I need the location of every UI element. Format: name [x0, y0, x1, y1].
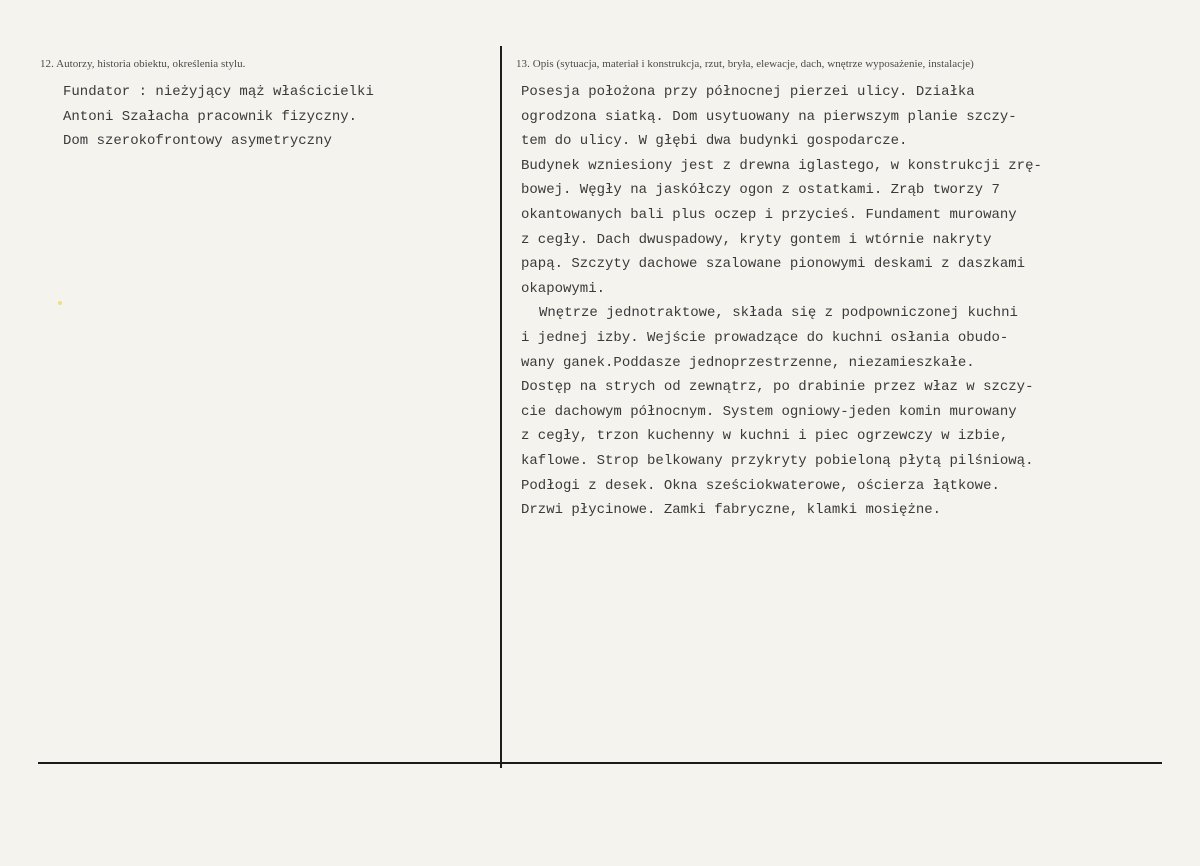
section-13-line: wany ganek.Poddasze jednoprzestrzenne, niezamieszkałe.	[521, 354, 975, 371]
section-13-line: Posesja położona przy północnej pierzei ulicy. Działka	[521, 84, 975, 100]
section-12-line: Antoni Szałacha pracownik fizyczny.	[63, 108, 358, 125]
section-13-line: Podłogi z desek. Okna sześciokwaterowe, ościerza łątkowe.	[521, 477, 1000, 494]
section-13-line: Wnętrze jednotraktowe, składa się z podpowniczonej kuchni	[539, 305, 1018, 322]
vertical-divider	[500, 46, 502, 768]
section-13-line: tem do ulicy. W głębi dwa budynki gospodarcze.	[521, 133, 908, 150]
section-13-header: 13. Opis (sytuacja, materiał i konstrukcja, rzut, bryła, elewacje, dach, wnętrze wyposażenie, instalacje)	[516, 58, 974, 70]
section-13-line: Dostęp na strych od zewnątrz, po drabinie przez właz w szczy-	[521, 379, 1034, 396]
section-13-line: papą. Szczyty dachowe szalowane pionowymi deskami z daszkami	[521, 256, 1026, 273]
section-13-line: okapowymi.	[521, 280, 606, 297]
section-12	[40, 58, 495, 154]
section-12-text	[40, 80, 495, 154]
paper-speck	[58, 301, 62, 305]
section-13-line: okantowanych bali plus oczep i przycieś. Fundament murowany	[521, 206, 1017, 223]
section-13-line: z cegły, trzon kuchenny w kuchni i piec ogrzewczy w izbie,	[521, 428, 1009, 445]
section-13-text	[516, 80, 1156, 523]
section-13-line: cie dachowym północnym. System ogniowy-jeden komin murowany	[521, 403, 1017, 420]
horizontal-divider	[38, 762, 1162, 764]
section-13-line: Budynek wzniesiony jest z drewna iglastego, w konstrukcji zrę-	[521, 157, 1042, 174]
section-13-line: i jednej izby. Wejście prowadzące do kuchni osłania obudo-	[521, 329, 1009, 346]
section-13-line: Drzwi płycinowe. Zamki fabryczne, klamki mosiężne.	[521, 502, 942, 519]
section-12-line: Fundator : nieżyjący mąż właścicielki	[63, 84, 374, 100]
section-12-header: 12. Autorzy, historia obiektu, określenia stylu.	[40, 58, 246, 70]
section-12-line: Dom szerokofrontowy asymetryczny	[63, 133, 332, 150]
section-13	[516, 58, 1156, 523]
section-13-line: ogrodzona siatką. Dom usytuowany na pierwszym planie szczy-	[521, 108, 1017, 125]
section-13-line: z cegły. Dach dwuspadowy, kryty gontem i wtórnie nakryty	[521, 231, 992, 248]
section-13-line: kaflowe. Strop belkowany przykryty pobieloną płytą pilśniową.	[521, 452, 1034, 469]
section-13-line: bowej. Węgły na jaskółczy ogon z ostatkami. Zrąb tworzy 7	[521, 182, 1000, 199]
